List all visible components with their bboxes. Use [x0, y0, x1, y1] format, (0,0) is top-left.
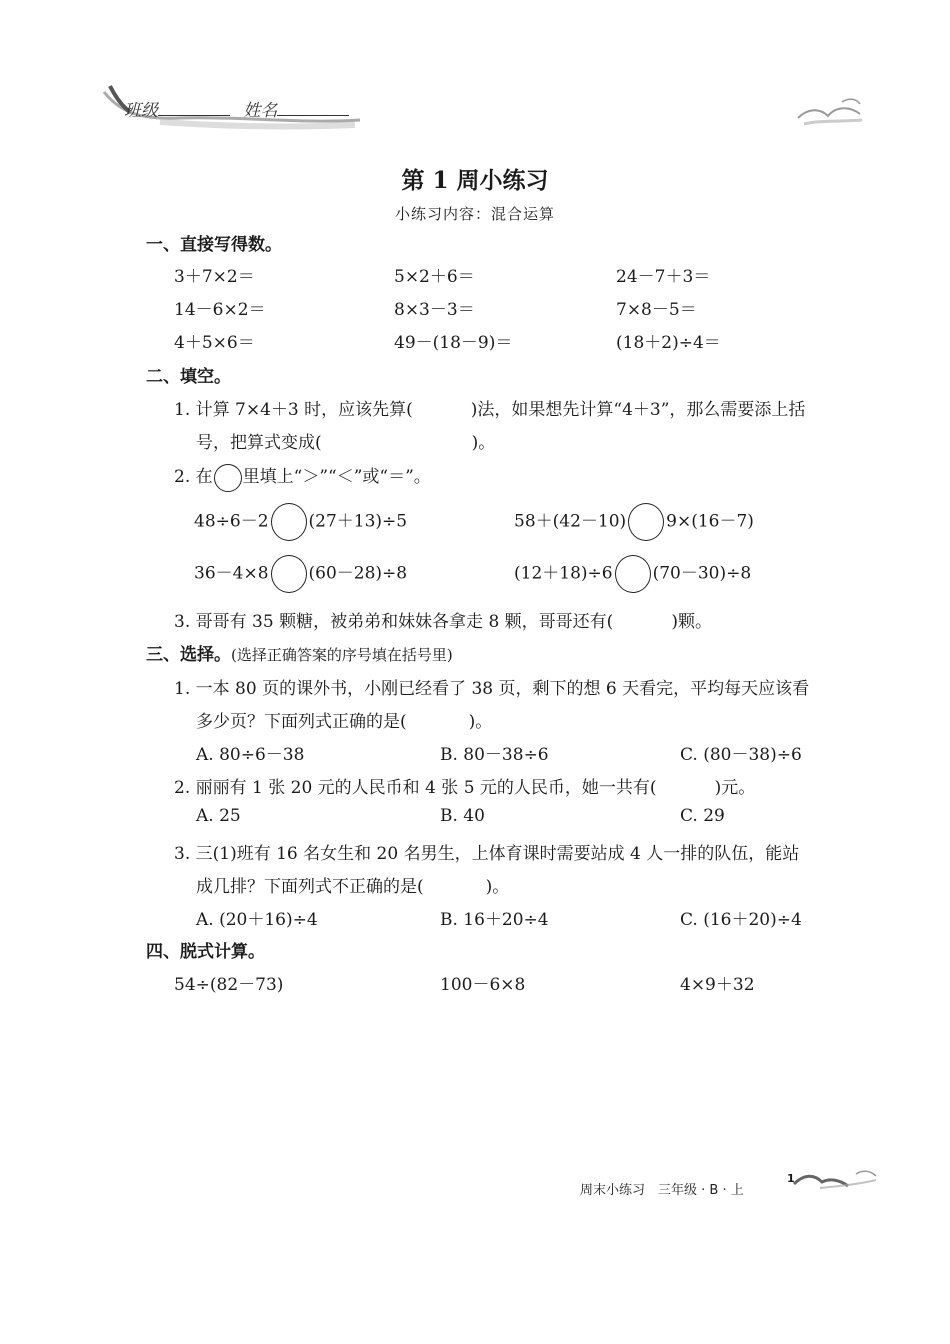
- s1-item: 8×3－3＝: [394, 300, 475, 320]
- section1-heading: 一、直接写得数。: [146, 235, 282, 255]
- option[interactable]: C. (16＋20)÷4: [680, 910, 802, 930]
- s1-item: 4＋5×6＝: [174, 333, 255, 353]
- s2-q1-line2: [196, 428, 495, 453]
- s2-q1-line1: [174, 395, 805, 420]
- s3-q2-text-b: )元。: [714, 778, 756, 798]
- s1-item: 3＋7×2＝: [174, 267, 255, 287]
- s3-q3-line2: [196, 872, 509, 897]
- s1-item: 49－(18－9)＝: [394, 333, 513, 353]
- s2-q3-text-b: )颗。: [671, 612, 712, 632]
- s2-q1-text-a: 1. 计算 7×4＋3 时，应该先算(: [174, 400, 413, 420]
- s1-item: 5×2＋6＝: [394, 267, 475, 287]
- compare-left: 48÷6－2: [194, 511, 269, 532]
- compare-left: 36－4×8: [194, 563, 269, 584]
- s2-q1-text-d: )。: [471, 433, 496, 453]
- s3-q1-text-b: )。: [468, 712, 493, 732]
- s3-q2-text-a: 2. 丽丽有 1 张 20 元的人民币和 4 张 5 元的人民币，她一共有(: [174, 778, 657, 798]
- compare-row: [194, 555, 407, 593]
- s4-item: 4×9＋32: [680, 975, 755, 995]
- compare-circle[interactable]: [271, 555, 307, 593]
- name-blank[interactable]: [277, 101, 349, 116]
- s3-q1-text-a: 多少页？下面列式正确的是(: [196, 712, 407, 732]
- s3-q3-text-a: 成几排？下面列式不正确的是(: [196, 877, 424, 897]
- s3-q1-line2: [196, 707, 492, 732]
- compare-right: 9×(16－7): [666, 511, 754, 532]
- section4-heading: 四、脱式计算。: [146, 942, 265, 962]
- section2-heading: 二、填空。: [146, 367, 231, 387]
- s1-item: (18＋2)÷4＝: [616, 333, 721, 353]
- compare-right: (60－28)÷8: [308, 563, 408, 584]
- header-cloud-decoration-right: [790, 96, 870, 132]
- s2-q3-line: [174, 607, 712, 632]
- s4-item: 100－6×8: [440, 975, 526, 995]
- option[interactable]: A. 25: [196, 806, 241, 826]
- s2-q2-line: [174, 462, 431, 492]
- s2-q2-text-a: 2. 在: [174, 467, 213, 487]
- s3-q3-text-b: )。: [485, 877, 510, 897]
- footer-cloud-decoration: [790, 1166, 880, 1196]
- option[interactable]: C. (80－38)÷6: [680, 745, 802, 765]
- s1-item: 7×8－5＝: [616, 300, 697, 320]
- class-blank[interactable]: [158, 101, 230, 116]
- footer-text: 周末小练习 三年级 · B · 上: [580, 1183, 744, 1198]
- compare-left: 58＋(42－10): [514, 511, 627, 532]
- option[interactable]: C. 29: [680, 806, 725, 826]
- class-label: 班级: [124, 101, 158, 121]
- compare-circle[interactable]: [271, 503, 307, 541]
- example-circle: [214, 464, 242, 492]
- option[interactable]: B. 40: [440, 806, 485, 826]
- s3-q1-line1: 1. 一本 80 页的课外书，小刚已经看了 38 页，剩下的想 6 天看完，平均每天应该看: [174, 679, 810, 699]
- s1-item: 14－6×2＝: [174, 300, 266, 320]
- compare-row: [514, 555, 751, 593]
- s3-q2-line: [174, 773, 755, 798]
- s4-item: 54÷(82－73): [174, 975, 284, 995]
- section3-heading: 三、选择。: [146, 645, 231, 665]
- page-title: 第 1 周小练习: [401, 167, 549, 194]
- option[interactable]: A. 80÷6－38: [196, 745, 305, 765]
- s3-q3-line1: 3. 三(1)班有 16 名女生和 20 名男生，上体育课时需要站成 4 人一排的队伍，能站: [174, 844, 800, 864]
- compare-right: (70－30)÷8: [652, 563, 752, 584]
- page-subtitle: 小练习内容：混合运算: [394, 205, 555, 223]
- option[interactable]: B. 16＋20÷4: [440, 910, 549, 930]
- compare-right: (27＋13)÷5: [308, 511, 408, 532]
- option[interactable]: B. 80－38÷6: [440, 745, 549, 765]
- s2-q1-text-b: )法，如果想先计算“4＋3”，那么需要添上括: [470, 400, 806, 420]
- section3-heading-row: [146, 640, 453, 665]
- s2-q1-text-c: 号，把算式变成(: [196, 433, 322, 453]
- page-number: 1: [787, 1172, 795, 1185]
- name-label: 姓名: [243, 101, 278, 121]
- compare-row: [194, 503, 407, 541]
- section3-note: (选择正确答案的序号填在括号里): [231, 646, 453, 664]
- option[interactable]: A. (20＋16)÷4: [196, 910, 318, 930]
- compare-circle[interactable]: [615, 555, 651, 593]
- s2-q3-text-a: 3. 哥哥有 35 颗糖，被弟弟和妹妹各拿走 8 颗，哥哥还有(: [174, 612, 614, 632]
- compare-left: (12＋18)÷6: [514, 563, 613, 584]
- s1-item: 24－7＋3＝: [616, 267, 711, 287]
- compare-circle[interactable]: [628, 503, 664, 541]
- compare-row: [514, 503, 754, 541]
- s2-q2-text-b: 里填上“＞”“＜”或“＝”。: [242, 467, 431, 487]
